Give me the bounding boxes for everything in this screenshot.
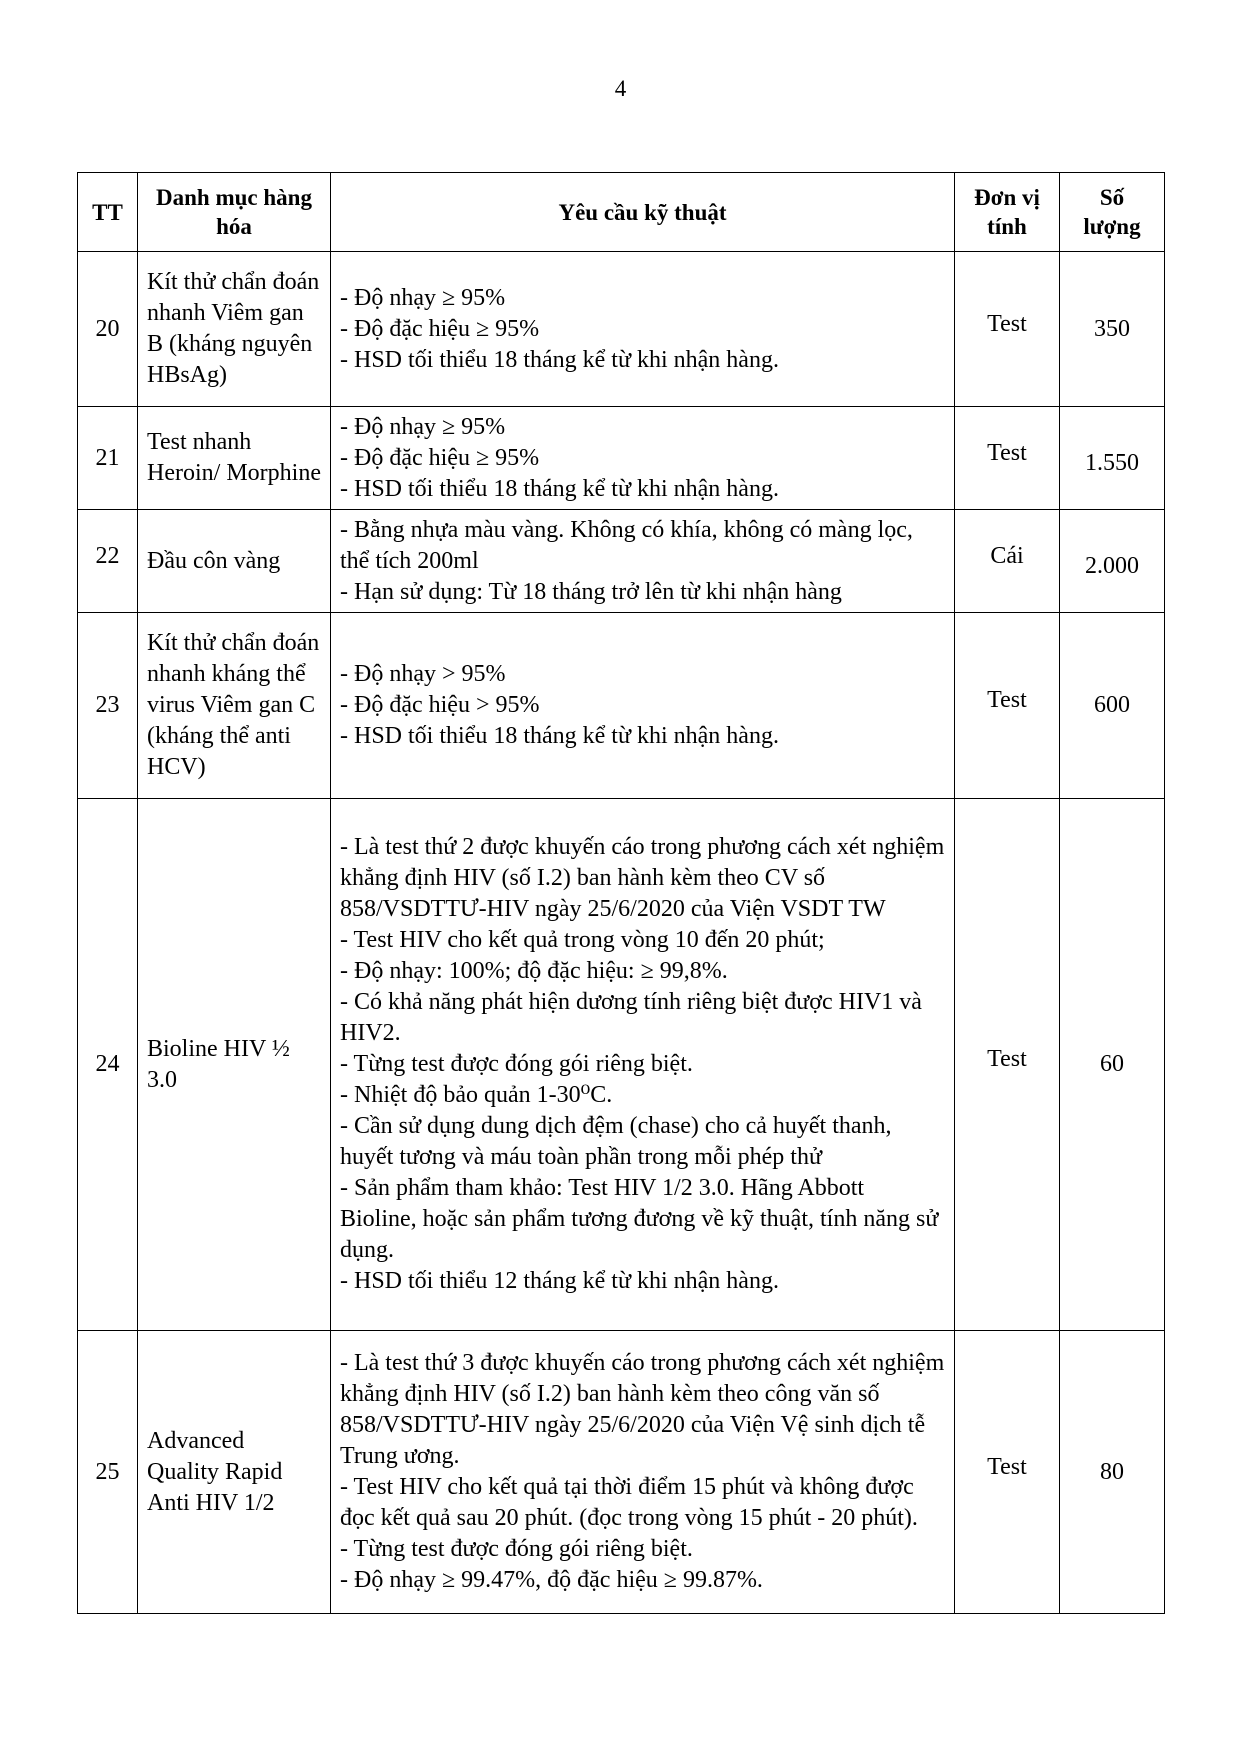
row-requirements <box>331 613 955 799</box>
row-unit-text: Test <box>987 439 1027 466</box>
row-unit-text: Test <box>987 1453 1027 1480</box>
row-quantity: 80 <box>1060 1331 1165 1614</box>
row-item-name: Bioline HIV ½ 3.0 <box>138 799 331 1331</box>
row-requirements <box>331 1331 955 1614</box>
requirement-line: - Test HIV cho kết quả trong vòng 10 đến 20 phút; <box>340 927 825 953</box>
requirement-line: - Độ nhạy ≥ 95% <box>340 284 506 311</box>
requirement-line: - Cần sử dụng dung dịch đệm (chase) cho cả huyết thanh, huyết tương và máu toàn phần trong mỗi phép thử <box>340 1113 892 1170</box>
table-row <box>78 1331 1165 1614</box>
row-tt: 25 <box>78 1331 138 1614</box>
table-row <box>78 252 1165 407</box>
row-requirements <box>331 407 955 510</box>
row-unit <box>955 407 1060 510</box>
row-quantity <box>1060 510 1165 613</box>
row-quantity <box>1060 407 1165 510</box>
header-unit: Đơn vị tính <box>955 173 1060 252</box>
table-row <box>78 407 1165 510</box>
header-tt: TT <box>78 173 138 252</box>
row-unit-text: Test <box>987 687 1027 713</box>
page-number: 4 <box>614 76 627 101</box>
requirement-line: - HSD tối thiểu 12 tháng kể từ khi nhận hàng. <box>340 1268 779 1294</box>
requirement-line: - HSD tối thiểu 18 tháng kể từ khi nhận hàng. <box>340 346 779 373</box>
row-unit <box>955 510 1060 613</box>
technical-requirements-table <box>77 172 1165 1614</box>
table-row <box>78 799 1165 1331</box>
row-item-name: Test nhanh Heroin/ Morphine <box>138 407 331 510</box>
requirement-line: - Độ nhạy: 100%; độ đặc hiệu: ≥ 99,8%. <box>340 958 728 984</box>
requirement-line: - Độ nhạy > 95% <box>340 661 506 687</box>
row-unit <box>955 613 1060 799</box>
requirement-line: - Độ đặc hiệu > 95% <box>340 692 540 718</box>
requirement-line: - Test HIV cho kết quả tại thời điểm 15 phút và không được đọc kết quả sau 20 phút. (đọc trong vòng 15 phút - 20 phút). <box>340 1474 918 1531</box>
table-row <box>78 510 1165 613</box>
row-item-name: Đầu côn vàng <box>138 510 331 613</box>
requirement-line: - Có khả năng phát hiện dương tính riêng biệt được HIV1 và HIV2. <box>340 989 922 1046</box>
row-requirements <box>331 799 955 1331</box>
header-technical-requirements: Yêu cầu kỹ thuật <box>331 173 955 252</box>
row-tt: 24 <box>78 799 138 1331</box>
requirement-line: - Là test thứ 2 được khuyến cáo trong phương cách xét nghiệm khẳng định HIV (số I.2) ban hành kèm theo CV số 858/VSDTTƯ-HIV ngày 25/6/2020 của Viện VSDT TW <box>340 834 945 922</box>
row-quantity: 60 <box>1060 799 1165 1331</box>
requirement-line: - Nhiệt độ bảo quản 1-30⁰C. <box>340 1082 613 1108</box>
row-quantity: 350 <box>1060 252 1165 407</box>
row-item-name: Kít thử chẩn đoán nhanh kháng thể virus Viêm gan C (kháng thể anti HCV) <box>138 613 331 799</box>
requirement-line: - HSD tối thiểu 18 tháng kể từ khi nhận hàng. <box>340 475 779 502</box>
row-tt <box>78 510 138 613</box>
row-unit-text: Test <box>987 310 1027 337</box>
table-header-row <box>78 173 1165 252</box>
row-tt-text: 22 <box>95 542 120 569</box>
row-unit-text: Cái <box>990 542 1024 569</box>
row-item-name: Kít thử chẩn đoán nhanh Viêm gan B (kháng nguyên HBsAg) <box>138 252 331 407</box>
row-quantity: 600 <box>1060 613 1165 799</box>
requirement-line: - Độ đặc hiệu ≥ 95% <box>340 315 540 342</box>
requirement-line: - Độ nhạy ≥ 99.47%, độ đặc hiệu ≥ 99.87%. <box>340 1567 763 1593</box>
header-item-name: Danh mục hàng hóa <box>138 173 331 252</box>
row-quantity-text: 2.000 <box>1085 552 1139 579</box>
row-unit-text: Test <box>987 1046 1027 1072</box>
row-unit <box>955 1331 1060 1614</box>
row-item-name: Advanced Quality Rapid Anti HIV 1/2 <box>138 1331 331 1614</box>
row-unit <box>955 799 1060 1331</box>
row-tt: 20 <box>78 252 138 407</box>
row-requirements <box>331 510 955 613</box>
requirement-line: - Từng test được đóng gói riêng biệt. <box>340 1536 693 1562</box>
requirement-line: - HSD tối thiểu 18 tháng kể từ khi nhận hàng. <box>340 723 779 749</box>
requirement-line: - Bằng nhựa màu vàng. Không có khía, không có màng lọc, thể tích 200ml <box>340 516 913 574</box>
requirement-line: - Là test thứ 3 được khuyến cáo trong phương cách xét nghiệm khẳng định HIV (số I.2) ban hành kèm theo công văn số 858/VSDTTƯ-HIV ngày 25/6/2020 của Viện Vệ sinh dịch tễ Trung ương. <box>340 1350 945 1469</box>
header-quantity: Số lượng <box>1060 173 1165 252</box>
row-tt: 21 <box>78 407 138 510</box>
row-unit <box>955 252 1060 407</box>
requirement-line: - Hạn sử dụng: Từ 18 tháng trở lên từ khi nhận hàng <box>340 578 842 605</box>
requirement-line: - Từng test được đóng gói riêng biệt. <box>340 1051 693 1077</box>
requirement-line: - Độ nhạy ≥ 95% <box>340 413 506 440</box>
table-row <box>78 613 1165 799</box>
row-requirements <box>331 252 955 407</box>
requirement-line: - Sản phẩm tham khảo: Test HIV 1/2 3.0. Hãng Abbott Bioline, hoặc sản phẩm tương đương về kỹ thuật, tính năng sử dụng. <box>340 1175 939 1263</box>
row-quantity-text: 1.550 <box>1085 449 1139 476</box>
requirement-line: - Độ đặc hiệu ≥ 95% <box>340 444 540 471</box>
row-tt: 23 <box>78 613 138 799</box>
